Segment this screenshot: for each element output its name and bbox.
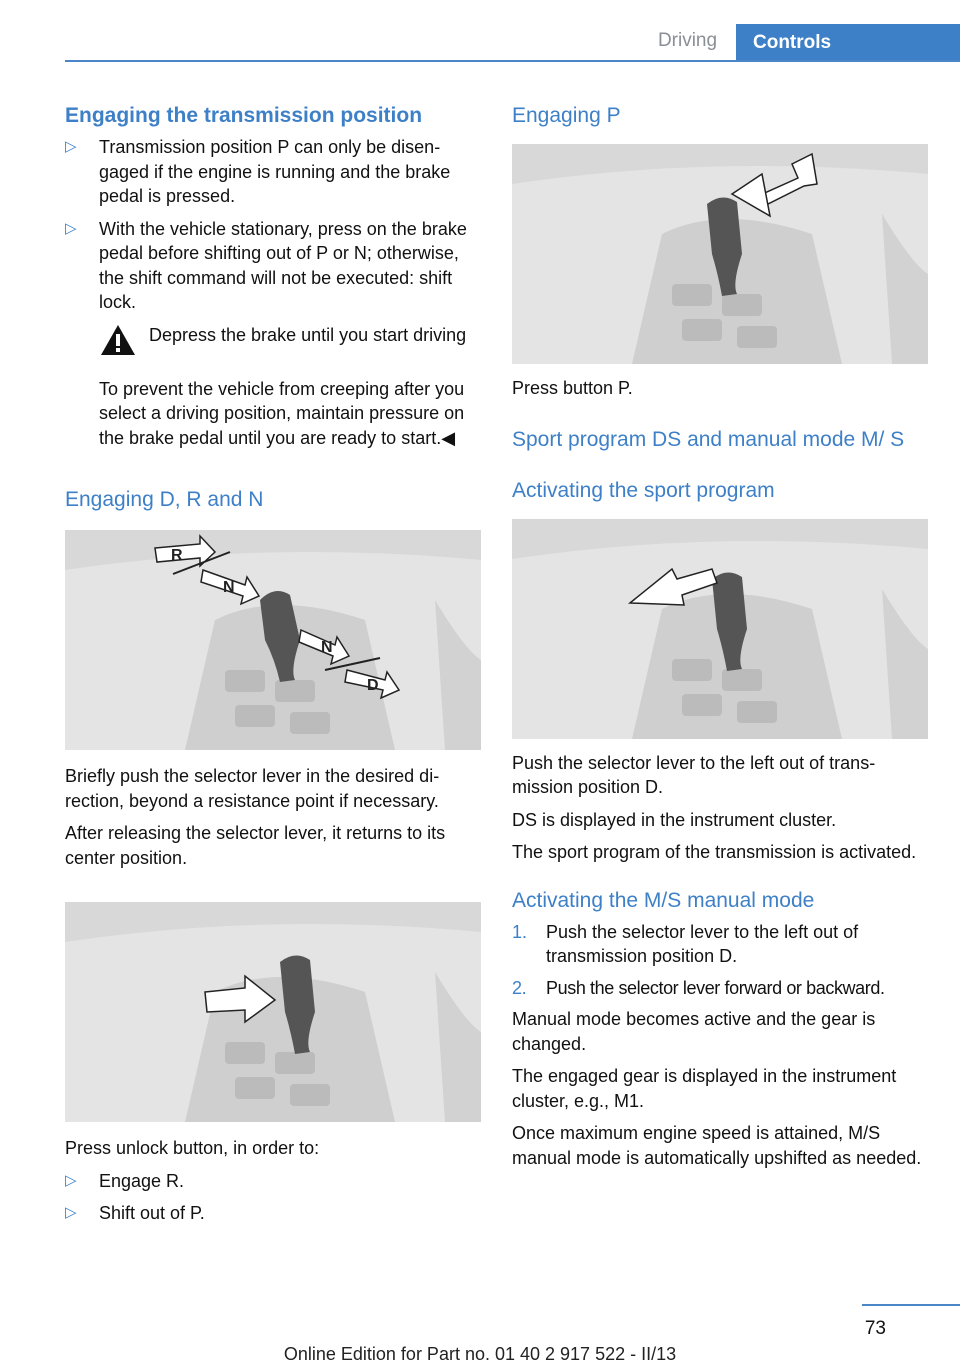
shift-conditions-list	[65, 135, 481, 315]
warning-text: To prevent the vehicle from creeping after you select a driving position, maintain pressure on the brake pedal until you are ready to start.◀	[99, 378, 465, 448]
label-n-bottom: N	[321, 639, 333, 656]
right-column	[512, 102, 928, 1170]
para-ms-upshift: Once maximum engine speed is attained, M/S manual mode is automatically upshifted as needed.	[512, 1123, 922, 1168]
warning-triangle-icon	[99, 323, 137, 357]
warning-title: Depress the brake until you start driving	[149, 324, 467, 345]
heading-sport-program: Sport program DS and manual mode M/ S	[512, 427, 905, 451]
unlock-uses-list	[65, 1169, 481, 1226]
heading-engaging-p: Engaging P	[512, 104, 621, 127]
para-press-p: Press button P.	[512, 378, 633, 398]
warning-block	[65, 323, 481, 451]
label-n-top: N	[223, 579, 235, 596]
figure-unlock-button	[65, 902, 481, 1122]
header-rule	[65, 60, 960, 62]
heading-activating-sport: Activating the sport program	[512, 478, 775, 502]
ms-steps-list	[512, 920, 928, 1001]
list-item: ▷ With the vehicle stationary, press on the brake pedal before shifting out of P or N; otherwise, the shift command will not be executed: shift lock.	[65, 217, 481, 315]
para-unlock-button: Press unlock button, in order to:	[65, 1138, 320, 1158]
header-section-label: Driving	[657, 30, 718, 51]
header-chapter-tab: Controls	[736, 24, 960, 61]
triangle-bullet-icon	[65, 1201, 77, 1226]
warning-header	[99, 323, 481, 367]
label-r: R	[171, 547, 183, 564]
heading-activating-ms: Activating the M/S manual mode	[512, 888, 815, 912]
figure-sport-program	[512, 519, 928, 739]
para-push-lever: Briefly push the selector lever in the desired direction, beyond a resistance point if necessary.	[65, 766, 440, 811]
para-sport-ds: DS is displayed in the instrument cluster.	[512, 809, 837, 830]
para-ms-active: Manual mode becomes active and the gear is changed.	[512, 1009, 876, 1054]
list-item: 1. Push the selector lever to the left out of transmission position D.	[512, 921, 859, 966]
list-item: ▷ Engage R.	[65, 1169, 481, 1194]
left-column	[65, 102, 481, 1234]
footer-edition: Online Edition for Part no. 01 40 2 917 522 - II/13	[283, 1344, 677, 1364]
heading-engaging-drn: Engaging D, R and N	[65, 488, 264, 511]
list-item: ▷ Shift out of P.	[65, 1201, 481, 1226]
list-item: 2. Push the selector lever forward or backward.	[512, 977, 885, 998]
para-ms-gear-displayed: The engaged gear is displayed in the instrument cluster, e.g., M1.	[512, 1066, 897, 1111]
triangle-bullet-icon	[65, 1169, 77, 1194]
figure-selector-lever-directions	[65, 530, 481, 750]
para-sport-activated: The sport program of the transmission is activated.	[512, 842, 917, 862]
page-number: 73	[864, 1318, 886, 1339]
label-d: D	[367, 677, 379, 694]
triangle-bullet-icon	[65, 135, 77, 160]
para-lever-returns: After releasing the selector lever, it returns to its center position.	[65, 823, 446, 868]
para-sport-push: Push the selector lever to the left out of transmission position D.	[512, 752, 876, 797]
figure-engaging-p	[512, 144, 928, 364]
heading-engaging-transmission: Engaging the transmission position	[65, 104, 423, 127]
triangle-bullet-icon	[65, 217, 77, 242]
list-item: ▷ Transmission position P can only be disengaged if the engine is running and the brake pedal is pressed.	[65, 135, 481, 209]
footer-rule	[862, 1304, 960, 1306]
